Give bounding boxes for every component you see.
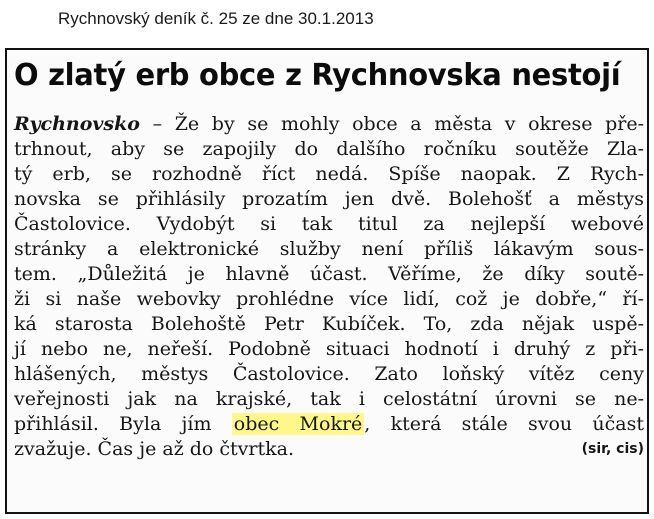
article-line: trhnout, aby se zapojily do dalšího ročníku soutěže Zla-: [14, 138, 644, 160]
article-text: , která stále svou účast: [364, 413, 644, 435]
article-line: tý erb, se rozhodně říct nedá. Spíše naopak. Z Rych-: [14, 163, 644, 185]
article-line: Častolovice. Vydobýt si tak titul za nejlepší webové: [14, 213, 644, 235]
author-signature: (sir, cis): [581, 441, 644, 457]
article-line: ži si naše webovky prohlédne více lidí, což je dobře,“ ří-: [14, 288, 644, 310]
source-citation: Rychnovský deník č. 25 ze dne 30.1.2013: [58, 9, 374, 28]
article-text: – Že by se mohly obce a města v okrese pře-: [139, 113, 644, 135]
article-line: [14, 112, 644, 137]
highlighted-text: obec Mokré: [233, 413, 363, 435]
article-line: [14, 412, 644, 437]
article-text: zvažuje. Čas je až do čtvrtka.: [14, 438, 294, 460]
article-headline: O zlatý erb obce z Rychnovska nestojí: [14, 58, 621, 93]
article-line: ká starosta Bolehoště Petr Kubíček. To, zda nějak uspě-: [14, 313, 644, 335]
article-body: [14, 112, 644, 462]
article-line: [14, 437, 644, 462]
article-text: přihlásil. Byla jím: [14, 413, 232, 435]
article-line: hlášených, městys Častolovice. Zato loňský vítěz ceny: [14, 363, 644, 385]
article-line: novska se přihlásily prozatím jen dvě. Bolehošť a městys: [14, 188, 644, 210]
article-line: veřejnosti jak na krajské, tak i celostátní úrovni se ne-: [14, 388, 644, 410]
article-line: tem. „Důležitá je hlavně účast. Věříme, že díky soutě-: [14, 263, 644, 285]
article-line: jí nebo ne, neřeší. Podobně situaci hodnotí i druhý z při-: [14, 338, 644, 360]
dateline-place: Rychnovsko: [14, 113, 140, 135]
article-line: stránky a elektronické služby není příliš lákavým sous-: [14, 238, 644, 260]
